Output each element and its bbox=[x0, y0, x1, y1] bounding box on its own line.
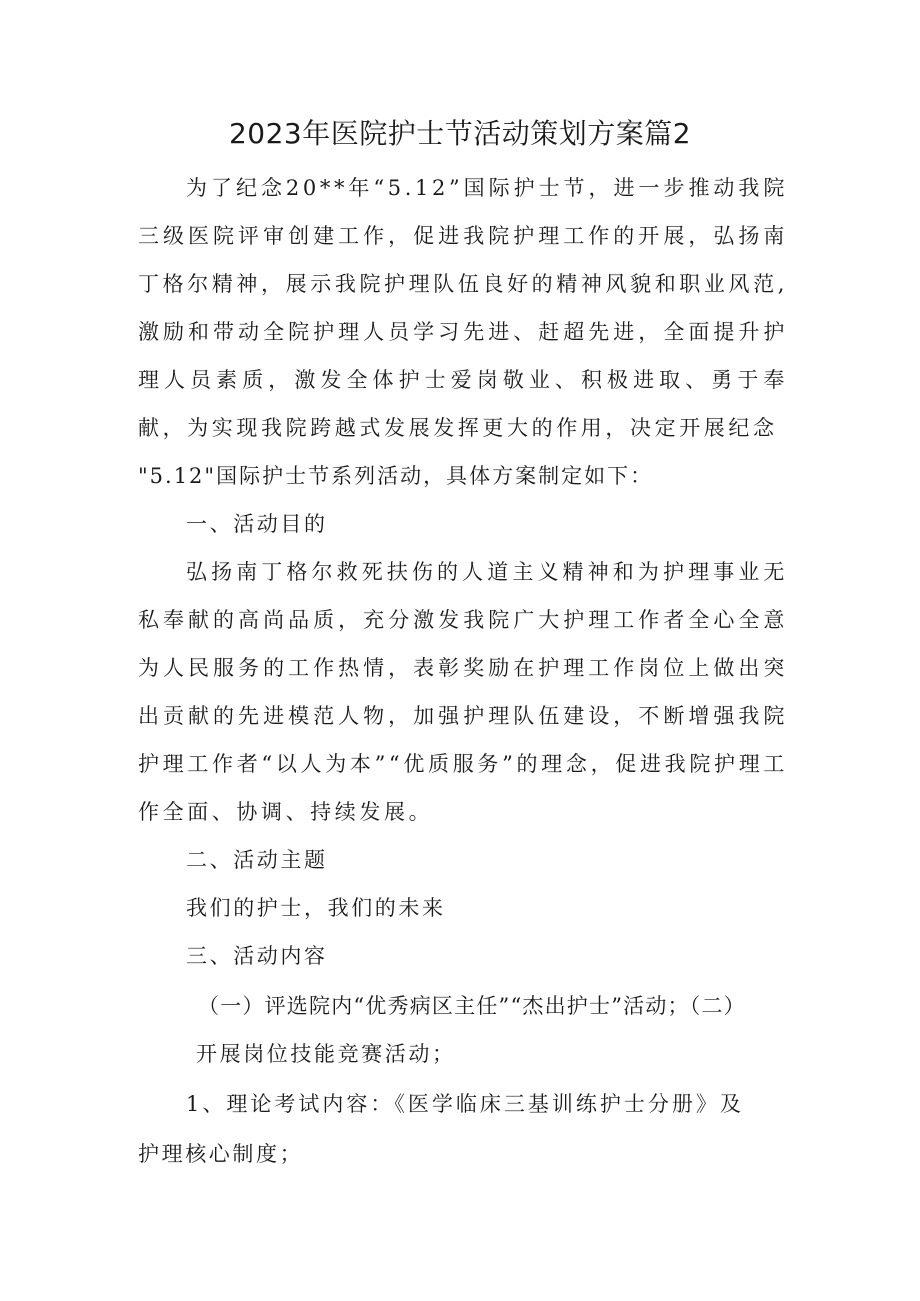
content-item-1: （一）评选院内“优秀病区主任”“杰出护士”活动；（二） bbox=[198, 994, 746, 1018]
purpose-paragraph: 弘扬南丁格尔救死扶伤的人道主义精神和为护理事业无私奉献的高尚品质，充分激发我院广大护理工作者全心全意为人民服务的工作热情，表彰奖励在护理工作岗位上做出突出贡献的先进模范人物，加强护理队伍建设，不断增强我院护理工作者“以人为本”“优质服务”的理念，促进我院护理工作全面、协调、持续发展。 bbox=[138, 560, 788, 824]
section-heading-purpose: 一、活动目的 bbox=[186, 512, 328, 536]
section-heading-content: 三、活动内容 bbox=[186, 944, 328, 968]
theme-text: 我们的护士，我们的未来 bbox=[186, 896, 446, 920]
section-heading-theme: 二、活动主题 bbox=[186, 848, 328, 872]
intro-continuation: "5.12"国际护士节系列活动，具体方案制定如下： bbox=[138, 464, 654, 488]
content-item-3: 1、理论考试内容：《医学临床三基训练护士分册》及 bbox=[186, 1092, 744, 1116]
document-title: 2023年医院护士节活动策划方案篇2 bbox=[228, 117, 692, 150]
intro-paragraph: 为了纪念20**年“5.12”国际护士节，进一步推动我院三级医院评审创建工作，促进我院护理工作的开展，弘扬南丁格尔精神，展示我院护理队伍良好的精神风貌和职业风范,激励和带动全院护理人员学习先进、赶超先进，全面提升护理人员素质，激发全体护士爱岗敬业、积极进取、勇于奉献，为实现我院跨越式发展发挥更大的作用，决定开展纪念 bbox=[138, 176, 788, 440]
content-item-3-continuation: 护理核心制度； bbox=[138, 1142, 304, 1166]
content-item-2: 开展岗位技能竞赛活动； bbox=[196, 1042, 456, 1066]
